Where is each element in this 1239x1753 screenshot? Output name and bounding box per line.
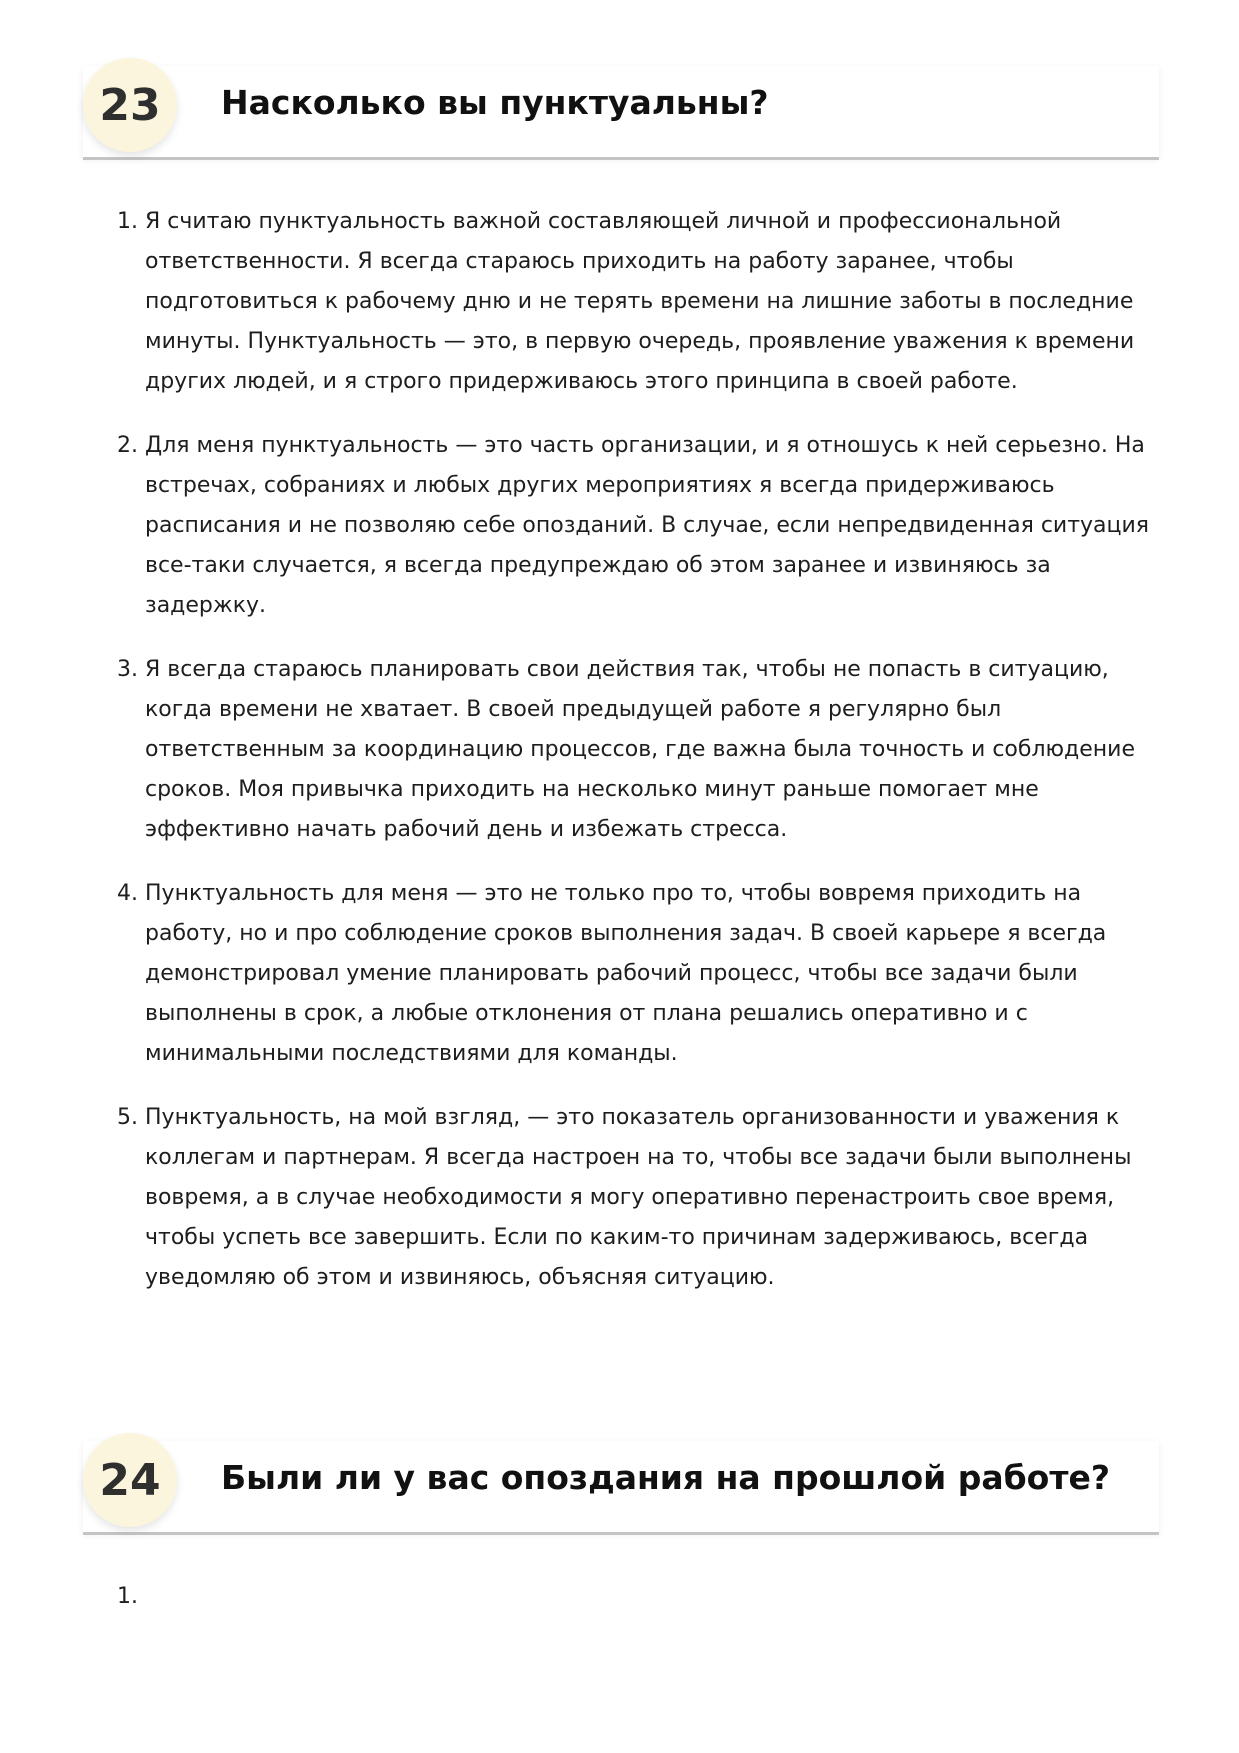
answer-list: [117, 1577, 1162, 1609]
question-number-badge: 24: [83, 1433, 177, 1527]
answer-text: Пунктуальность, на мой взгляд, — это показатель организованности и уважения к коллегам и партнерам. Я всегда настроен на то, чтобы все задачи были выполнены вовремя, а в случае необходимости я могу оперативно перенастроить свое время, чтобы успеть все завершить. Если по каким-то причинам задерживаюсь, всегда уведомляю об этом и извиняюсь, объясняя ситуацию.: [145, 1105, 1132, 1290]
answer-item: [117, 426, 1162, 626]
answer-number: 2.: [117, 433, 138, 458]
answer-text: Пунктуальность для меня — это не только про то, чтобы вовремя приходить на работу, но и про соблюдение сроков выполнения задач. В своей карьере я всегда демонстрировал умение планировать рабочий процесс, чтобы все задачи были выполнены в срок, а любые отклонения от плана решались оперативно и с минимальными последствиями для команды.: [145, 881, 1107, 1066]
answer-text: Для меня пунктуальность — это часть организации, и я отношусь к ней серьезно. На встречах, собраниях и любых других мероприятиях я всегда придерживаюсь расписания и не позволяю себе опозданий. В случае, если непредвиденная ситуация все-таки случается, я всегда предупреждаю об этом заранее и извиняюсь за задержку.: [145, 433, 1150, 618]
question-section-23: [0, 58, 1239, 168]
answer-item: [117, 650, 1162, 850]
header-divider: [83, 157, 1159, 160]
answer-item: [117, 874, 1162, 1074]
answer-number: 5.: [117, 1105, 138, 1130]
header-divider: [83, 1532, 1159, 1535]
question-header: [0, 58, 1239, 168]
answer-item: [117, 202, 1162, 402]
answer-text: Я всегда стараюсь планировать свои действия так, чтобы не попасть в ситуацию, когда времени не хватает. В своей предыдущей работе я регулярно был ответственным за координацию процессов, где важна была точность и соблюдение сроков. Моя привычка приходить на несколько минут раньше помогает мне эффективно начать рабочий день и избежать стресса.: [145, 657, 1135, 842]
answer-number: 4.: [117, 881, 138, 906]
answer-number: 1.: [117, 209, 138, 234]
answer-number: 3.: [117, 657, 138, 682]
question-title: Были ли у вас опоздания на прошлой работе?: [221, 1458, 1111, 1497]
answer-number: 1.: [117, 1584, 138, 1609]
answer-text: Я считаю пунктуальность важной составляющей личной и профессиональной ответственности. Я всегда стараюсь приходить на работу заранее, чтобы подготовиться к рабочему дню и не терять времени на лишние заботы в последние минуты. Пунктуальность — это, в первую очередь, проявление уважения к времени других людей, и я строго придерживаюсь этого принципа в своей работе.: [145, 209, 1135, 394]
question-section-24: [0, 1433, 1239, 1543]
answer-item: [117, 1098, 1162, 1298]
answer-list: [117, 202, 1162, 1322]
question-title: Насколько вы пунктуальны?: [221, 83, 769, 122]
question-header: [0, 1433, 1239, 1543]
question-number-badge: 23: [83, 58, 177, 152]
